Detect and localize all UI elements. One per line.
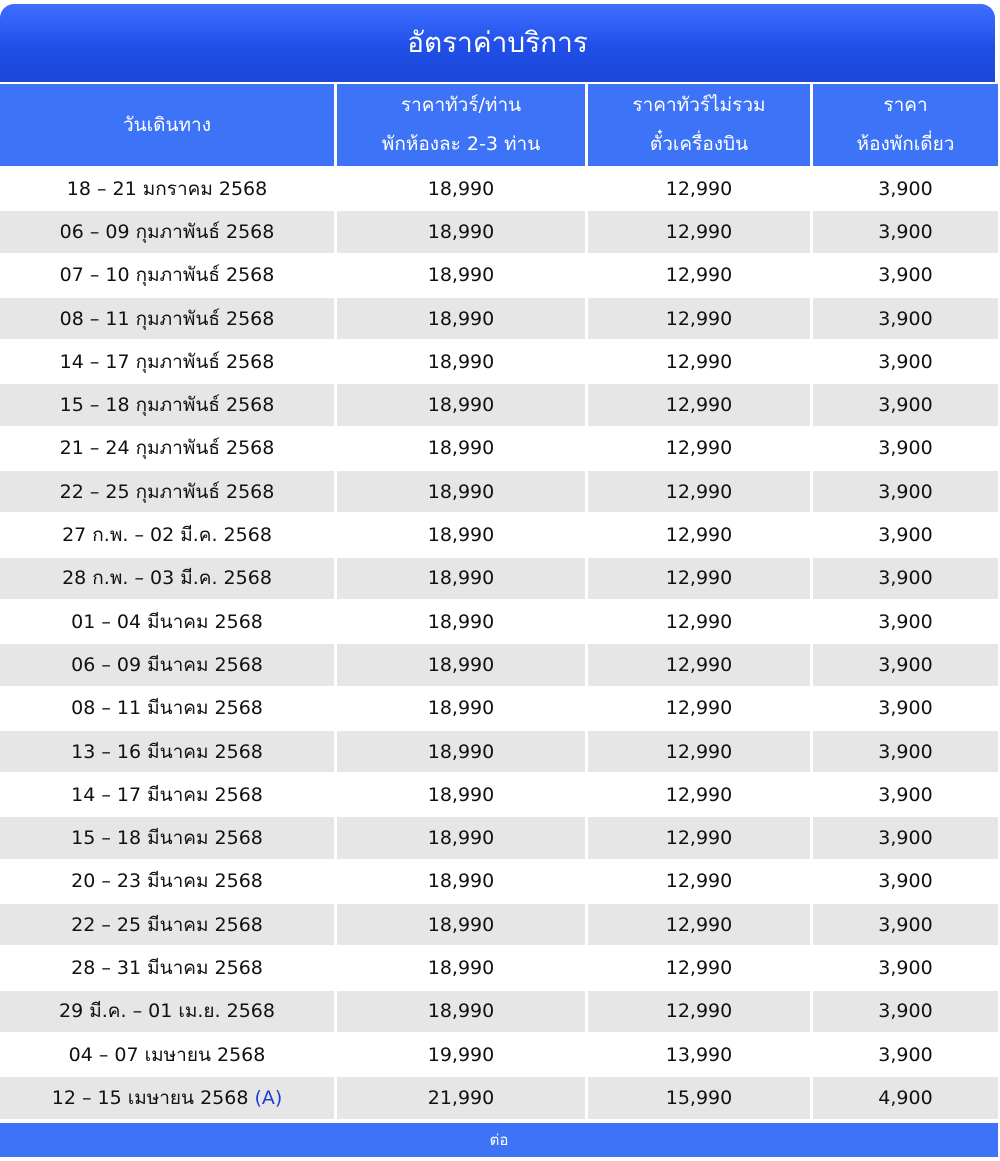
cell-tour-price <box>337 471 585 512</box>
cell-travel-date-text: 15 – 18 มีนาคม 2568 <box>71 827 263 850</box>
table-row <box>0 558 998 599</box>
table-row <box>0 947 998 988</box>
cell-travel-date-text: 28 – 31 มีนาคม 2568 <box>71 956 263 979</box>
table-row <box>0 428 998 469</box>
cell-travel-date <box>0 168 334 209</box>
cell-price-no-flight <box>588 731 810 772</box>
cell-tour-price <box>337 904 585 945</box>
cell-tour-price-text: 18,990 <box>427 697 495 720</box>
cell-price-no-flight-text: 12,990 <box>665 870 733 893</box>
continue-bar <box>0 1123 998 1157</box>
table-row <box>0 861 998 902</box>
cell-tour-price-text: 18,990 <box>427 956 495 979</box>
cell-tour-price <box>337 644 585 685</box>
cell-travel-date-text: 21 – 24 กุมภาพันธ์ 2568 <box>59 437 275 460</box>
cell-tour-price-text: 18,990 <box>427 610 495 633</box>
table-title-text: อัตราค่าบริการ <box>407 26 588 59</box>
date-badge: (A) <box>254 1086 283 1109</box>
cell-single-room <box>813 904 998 945</box>
cell-price-no-flight-text: 12,990 <box>665 177 733 200</box>
cell-tour-price <box>337 341 585 382</box>
cell-travel-date-text: 07 – 10 กุมภาพันธ์ 2568 <box>59 264 275 287</box>
cell-single-room-text: 3,900 <box>878 480 933 503</box>
cell-travel-date <box>0 471 334 512</box>
cell-price-no-flight-text: 12,990 <box>665 827 733 850</box>
table-row <box>0 168 998 209</box>
cell-price-no-flight-text: 12,990 <box>665 220 733 243</box>
cell-price-no-flight-text: 12,990 <box>665 567 733 590</box>
cell-tour-price <box>337 1034 585 1075</box>
header-price-no-flight <box>588 84 810 166</box>
cell-travel-date-text: 12 – 15 เมษายน 2568 <box>51 1086 249 1109</box>
cell-single-room <box>813 168 998 209</box>
cell-tour-price-text: 18,990 <box>427 177 495 200</box>
cell-travel-date-text: 14 – 17 มีนาคม 2568 <box>71 783 263 806</box>
cell-single-room <box>813 255 998 296</box>
cell-travel-date-text: 06 – 09 มีนาคม 2568 <box>71 653 263 676</box>
cell-travel-date <box>0 688 334 729</box>
table-header-row <box>0 84 998 166</box>
cell-travel-date <box>0 1077 334 1118</box>
cell-single-room-text: 3,900 <box>878 697 933 720</box>
cell-price-no-flight <box>588 861 810 902</box>
cell-single-room <box>813 514 998 555</box>
table-title <box>0 4 995 82</box>
cell-single-room <box>813 1077 998 1118</box>
cell-tour-price <box>337 731 585 772</box>
cell-single-room <box>813 384 998 425</box>
cell-single-room <box>813 731 998 772</box>
header-price-no-flight-line1: ราคาทัวร์ไม่รวม <box>632 94 766 116</box>
header-tour-price-line1: ราคาทัวร์/ท่าน <box>400 94 522 116</box>
cell-travel-date-text: 01 – 04 มีนาคม 2568 <box>71 610 263 633</box>
cell-price-no-flight <box>588 558 810 599</box>
cell-tour-price <box>337 991 585 1032</box>
cell-tour-price <box>337 384 585 425</box>
table-row <box>0 688 998 729</box>
cell-price-no-flight-text: 12,990 <box>665 1000 733 1023</box>
header-single-room <box>813 84 998 166</box>
cell-single-room-text: 3,900 <box>878 220 933 243</box>
cell-single-room <box>813 428 998 469</box>
cell-price-no-flight <box>588 904 810 945</box>
cell-travel-date <box>0 298 334 339</box>
cell-price-no-flight-text: 12,990 <box>665 264 733 287</box>
cell-price-no-flight-text: 12,990 <box>665 394 733 417</box>
cell-price-no-flight-text: 12,990 <box>665 653 733 676</box>
cell-single-room <box>813 861 998 902</box>
table-row <box>0 514 998 555</box>
table-row <box>0 211 998 252</box>
cell-travel-date <box>0 774 334 815</box>
cell-tour-price-text: 18,990 <box>427 524 495 547</box>
cell-travel-date <box>0 601 334 642</box>
cell-single-room-text: 3,900 <box>878 827 933 850</box>
cell-tour-price <box>337 428 585 469</box>
cell-travel-date <box>0 731 334 772</box>
cell-single-room-text: 3,900 <box>878 567 933 590</box>
cell-tour-price <box>337 558 585 599</box>
cell-travel-date <box>0 384 334 425</box>
cell-single-room-text: 3,900 <box>878 524 933 547</box>
cell-price-no-flight <box>588 1034 810 1075</box>
continue-label: ต่อ <box>489 1131 509 1149</box>
cell-single-room-text: 3,900 <box>878 913 933 936</box>
table-row <box>0 298 998 339</box>
cell-tour-price-text: 18,990 <box>427 783 495 806</box>
cell-tour-price-text: 18,990 <box>427 740 495 763</box>
cell-single-room-text: 3,900 <box>878 264 933 287</box>
cell-single-room <box>813 644 998 685</box>
cell-price-no-flight <box>588 428 810 469</box>
cell-travel-date <box>0 991 334 1032</box>
cell-price-no-flight <box>588 168 810 209</box>
cell-travel-date-text: 20 – 23 มีนาคม 2568 <box>71 870 263 893</box>
cell-price-no-flight <box>588 1077 810 1118</box>
cell-price-no-flight <box>588 817 810 858</box>
cell-tour-price-text: 18,990 <box>427 264 495 287</box>
cell-tour-price-text: 18,990 <box>427 913 495 936</box>
table-row <box>0 774 998 815</box>
cell-single-room-text: 3,900 <box>878 177 933 200</box>
cell-travel-date-text: 22 – 25 กุมภาพันธ์ 2568 <box>59 480 275 503</box>
cell-single-room <box>813 298 998 339</box>
cell-travel-date-text: 29 มี.ค. – 01 เม.ย. 2568 <box>59 1000 275 1023</box>
cell-single-room <box>813 947 998 988</box>
cell-travel-date <box>0 861 334 902</box>
cell-travel-date-text: 27 ก.พ. – 02 มี.ค. 2568 <box>62 524 272 547</box>
cell-travel-date-text: 08 – 11 มีนาคม 2568 <box>71 697 263 720</box>
table-row <box>0 341 998 382</box>
cell-travel-date <box>0 341 334 382</box>
table-row <box>0 601 998 642</box>
cell-tour-price <box>337 947 585 988</box>
cell-tour-price-text: 18,990 <box>427 567 495 590</box>
cell-price-no-flight-text: 13,990 <box>665 1043 733 1066</box>
cell-single-room-text: 3,900 <box>878 783 933 806</box>
cell-tour-price <box>337 168 585 209</box>
cell-tour-price-text: 18,990 <box>427 480 495 503</box>
cell-travel-date <box>0 644 334 685</box>
cell-price-no-flight <box>588 471 810 512</box>
cell-tour-price <box>337 861 585 902</box>
cell-travel-date-text: 18 – 21 มกราคม 2568 <box>66 177 268 200</box>
table-row <box>0 904 998 945</box>
cell-travel-date <box>0 817 334 858</box>
header-tour-price <box>337 84 585 166</box>
cell-price-no-flight-text: 12,990 <box>665 697 733 720</box>
cell-travel-date <box>0 255 334 296</box>
cell-travel-date <box>0 211 334 252</box>
cell-tour-price-text: 18,990 <box>427 653 495 676</box>
cell-travel-date <box>0 904 334 945</box>
cell-tour-price-text: 18,990 <box>427 307 495 330</box>
cell-single-room <box>813 471 998 512</box>
cell-single-room-text: 3,900 <box>878 870 933 893</box>
cell-tour-price-text: 18,990 <box>427 220 495 243</box>
cell-tour-price-text: 19,990 <box>427 1043 495 1066</box>
cell-tour-price-text: 21,990 <box>427 1086 495 1109</box>
cell-single-room <box>813 991 998 1032</box>
cell-tour-price-text: 18,990 <box>427 437 495 460</box>
cell-single-room-text: 3,900 <box>878 653 933 676</box>
cell-single-room-text: 3,900 <box>878 394 933 417</box>
cell-single-room <box>813 601 998 642</box>
cell-single-room <box>813 558 998 599</box>
cell-single-room-text: 4,900 <box>878 1086 933 1109</box>
cell-tour-price <box>337 774 585 815</box>
cell-single-room-text: 3,900 <box>878 350 933 373</box>
cell-price-no-flight <box>588 774 810 815</box>
cell-tour-price <box>337 211 585 252</box>
cell-price-no-flight-text: 12,990 <box>665 956 733 979</box>
cell-price-no-flight-text: 12,990 <box>665 480 733 503</box>
cell-tour-price <box>337 514 585 555</box>
cell-price-no-flight <box>588 688 810 729</box>
cell-price-no-flight <box>588 991 810 1032</box>
cell-tour-price-text: 18,990 <box>427 350 495 373</box>
cell-price-no-flight <box>588 341 810 382</box>
cell-tour-price <box>337 688 585 729</box>
cell-single-room-text: 3,900 <box>878 610 933 633</box>
cell-tour-price <box>337 255 585 296</box>
cell-price-no-flight-text: 12,990 <box>665 783 733 806</box>
header-tour-price-line2: พักห้องละ 2-3 ท่าน <box>381 133 541 155</box>
cell-single-room-text: 3,900 <box>878 307 933 330</box>
cell-travel-date-text: 13 – 16 มีนาคม 2568 <box>71 740 263 763</box>
cell-single-room <box>813 688 998 729</box>
cell-price-no-flight <box>588 211 810 252</box>
cell-price-no-flight-text: 12,990 <box>665 437 733 460</box>
cell-travel-date-text: 14 – 17 กุมภาพันธ์ 2568 <box>59 350 275 373</box>
cell-tour-price-text: 18,990 <box>427 870 495 893</box>
cell-travel-date <box>0 1034 334 1075</box>
table-body <box>0 168 998 1121</box>
cell-single-room <box>813 774 998 815</box>
cell-single-room <box>813 211 998 252</box>
cell-price-no-flight <box>588 514 810 555</box>
cell-tour-price <box>337 817 585 858</box>
cell-tour-price-text: 18,990 <box>427 394 495 417</box>
cell-tour-price-text: 18,990 <box>427 1000 495 1023</box>
cell-travel-date-text: 22 – 25 มีนาคม 2568 <box>71 913 263 936</box>
header-single-room-line1: ราคา <box>883 94 928 116</box>
cell-single-room <box>813 341 998 382</box>
cell-price-no-flight <box>588 947 810 988</box>
cell-single-room-text: 3,900 <box>878 1043 933 1066</box>
cell-tour-price-text: 18,990 <box>427 827 495 850</box>
table-row <box>0 384 998 425</box>
cell-travel-date-text: 08 – 11 กุมภาพันธ์ 2568 <box>59 307 275 330</box>
header-travel-date-label: วันเดินทาง <box>123 113 211 136</box>
table-row <box>0 1077 998 1118</box>
cell-price-no-flight-text: 12,990 <box>665 524 733 547</box>
table-row <box>0 817 998 858</box>
cell-tour-price <box>337 298 585 339</box>
cell-price-no-flight-text: 12,990 <box>665 307 733 330</box>
cell-price-no-flight-text: 12,990 <box>665 350 733 373</box>
cell-price-no-flight-text: 12,990 <box>665 913 733 936</box>
cell-travel-date <box>0 558 334 599</box>
cell-single-room-text: 3,900 <box>878 740 933 763</box>
cell-price-no-flight <box>588 298 810 339</box>
cell-price-no-flight <box>588 644 810 685</box>
table-row <box>0 471 998 512</box>
cell-price-no-flight <box>588 601 810 642</box>
cell-single-room-text: 3,900 <box>878 437 933 460</box>
cell-travel-date <box>0 514 334 555</box>
table-row <box>0 255 998 296</box>
cell-price-no-flight-text: 15,990 <box>665 1086 733 1109</box>
table-row <box>0 731 998 772</box>
cell-single-room <box>813 817 998 858</box>
header-price-no-flight-line2: ตั๋วเครื่องบิน <box>649 133 749 155</box>
cell-tour-price <box>337 1077 585 1118</box>
cell-travel-date <box>0 947 334 988</box>
cell-travel-date-text: 15 – 18 กุมภาพันธ์ 2568 <box>59 394 275 417</box>
cell-travel-date-text: 04 – 07 เมษายน 2568 <box>68 1043 266 1066</box>
cell-price-no-flight-text: 12,990 <box>665 610 733 633</box>
cell-travel-date <box>0 428 334 469</box>
cell-price-no-flight <box>588 384 810 425</box>
cell-single-room-text: 3,900 <box>878 956 933 979</box>
cell-single-room <box>813 1034 998 1075</box>
table-row <box>0 991 998 1032</box>
table-row <box>0 1034 998 1075</box>
cell-price-no-flight <box>588 255 810 296</box>
header-single-room-line2: ห้องพักเดี่ยว <box>856 133 955 155</box>
table-row <box>0 644 998 685</box>
cell-single-room-text: 3,900 <box>878 1000 933 1023</box>
header-travel-date <box>0 84 334 166</box>
cell-price-no-flight-text: 12,990 <box>665 740 733 763</box>
cell-travel-date-text: 28 ก.พ. – 03 มี.ค. 2568 <box>62 567 272 590</box>
cell-travel-date-text: 06 – 09 กุมภาพันธ์ 2568 <box>59 220 275 243</box>
cell-tour-price <box>337 601 585 642</box>
